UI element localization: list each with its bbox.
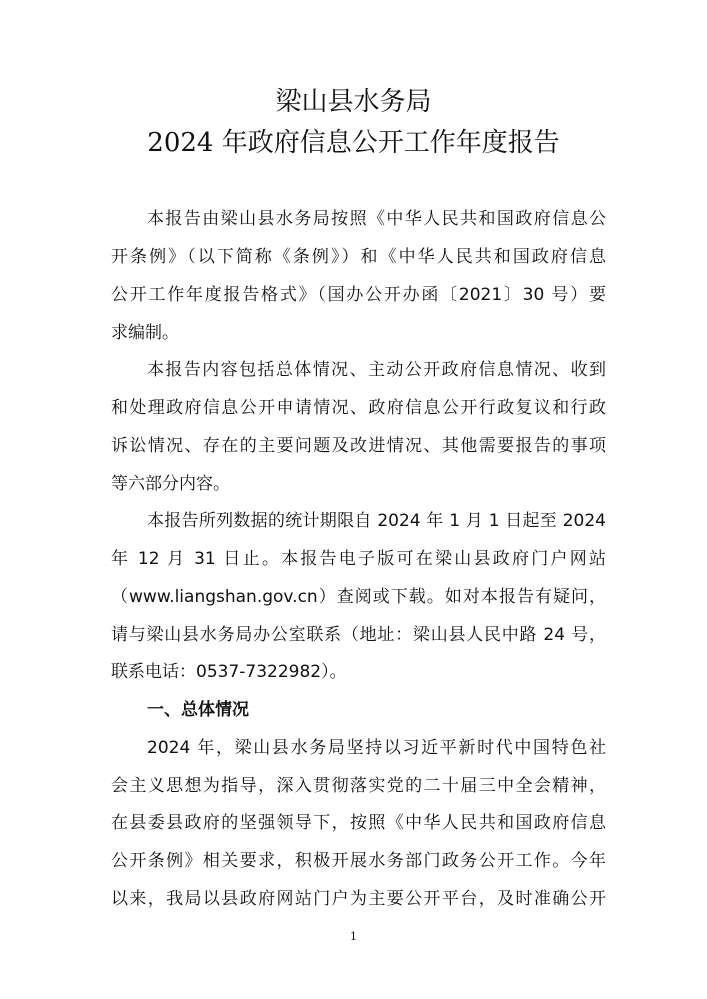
paragraph-line: 求编制。 [111,323,179,343]
paragraph-line: 请与梁山县水务局办公室联系（地址：梁山县人民中路 24 号， [111,625,606,645]
paragraph-line: 等六部分内容。 [111,474,230,494]
section-heading: 一、总体情况 [147,700,249,720]
paragraph-line: 2024 年，梁山县水务局坚持以习近平新时代中国特色社 [147,738,606,758]
paragraph-line: 开条例》（以下简称《条例》）和《中华人民共和国政府信息 [111,247,606,267]
paragraph-line: 以来，我局以县政府网站门户为主要公开平台，及时准确公开 [111,889,606,909]
paragraph-line: 诉讼情况、存在的主要问题及改进情况、其他需要报告的事项 [111,436,606,456]
paragraph-line: 联系电话：0537-7322982）。 [111,662,347,682]
paragraph-line: 在县委县政府的坚强领导下，按照《中华人民共和国政府信息 [111,813,606,833]
paragraph-line: 本报告内容包括总体情况、主动公开政府信息情况、收到 [147,360,606,380]
paragraph-line: 本报告由梁山县水务局按照《中华人民共和国政府信息公 [147,209,606,229]
paragraph-line: （www.liangshan.gov.cn）查阅或下载。如对本报告有疑问， [111,587,606,607]
document-title-line1: 梁山县水务局 [275,87,432,117]
paragraph-line: 会主义思想为指导，深入贯彻落实党的二十届三中全会精神， [111,776,606,796]
document-title-line2: 2024 年政府信息公开工作年度报告 [147,128,560,158]
paragraph-line: 本报告所列数据的统计期限自 2024 年 1 月 1 日起至 2024 [147,511,606,531]
page-number: 1 [350,930,357,943]
paragraph-line: 公开条例》相关要求，积极开展水务部门政务公开工作。今年 [111,851,606,871]
paragraph-line: 公开工作年度报告格式》（国办公开办函〔2021〕30 号）要 [111,285,606,305]
paragraph-line: 和处理政府信息公开申请情况、政府信息公开行政复议和行政 [111,398,606,418]
paragraph-line: 年 12 月 31 日止。本报告电子版可在梁山县政府门户网站 [111,549,606,569]
